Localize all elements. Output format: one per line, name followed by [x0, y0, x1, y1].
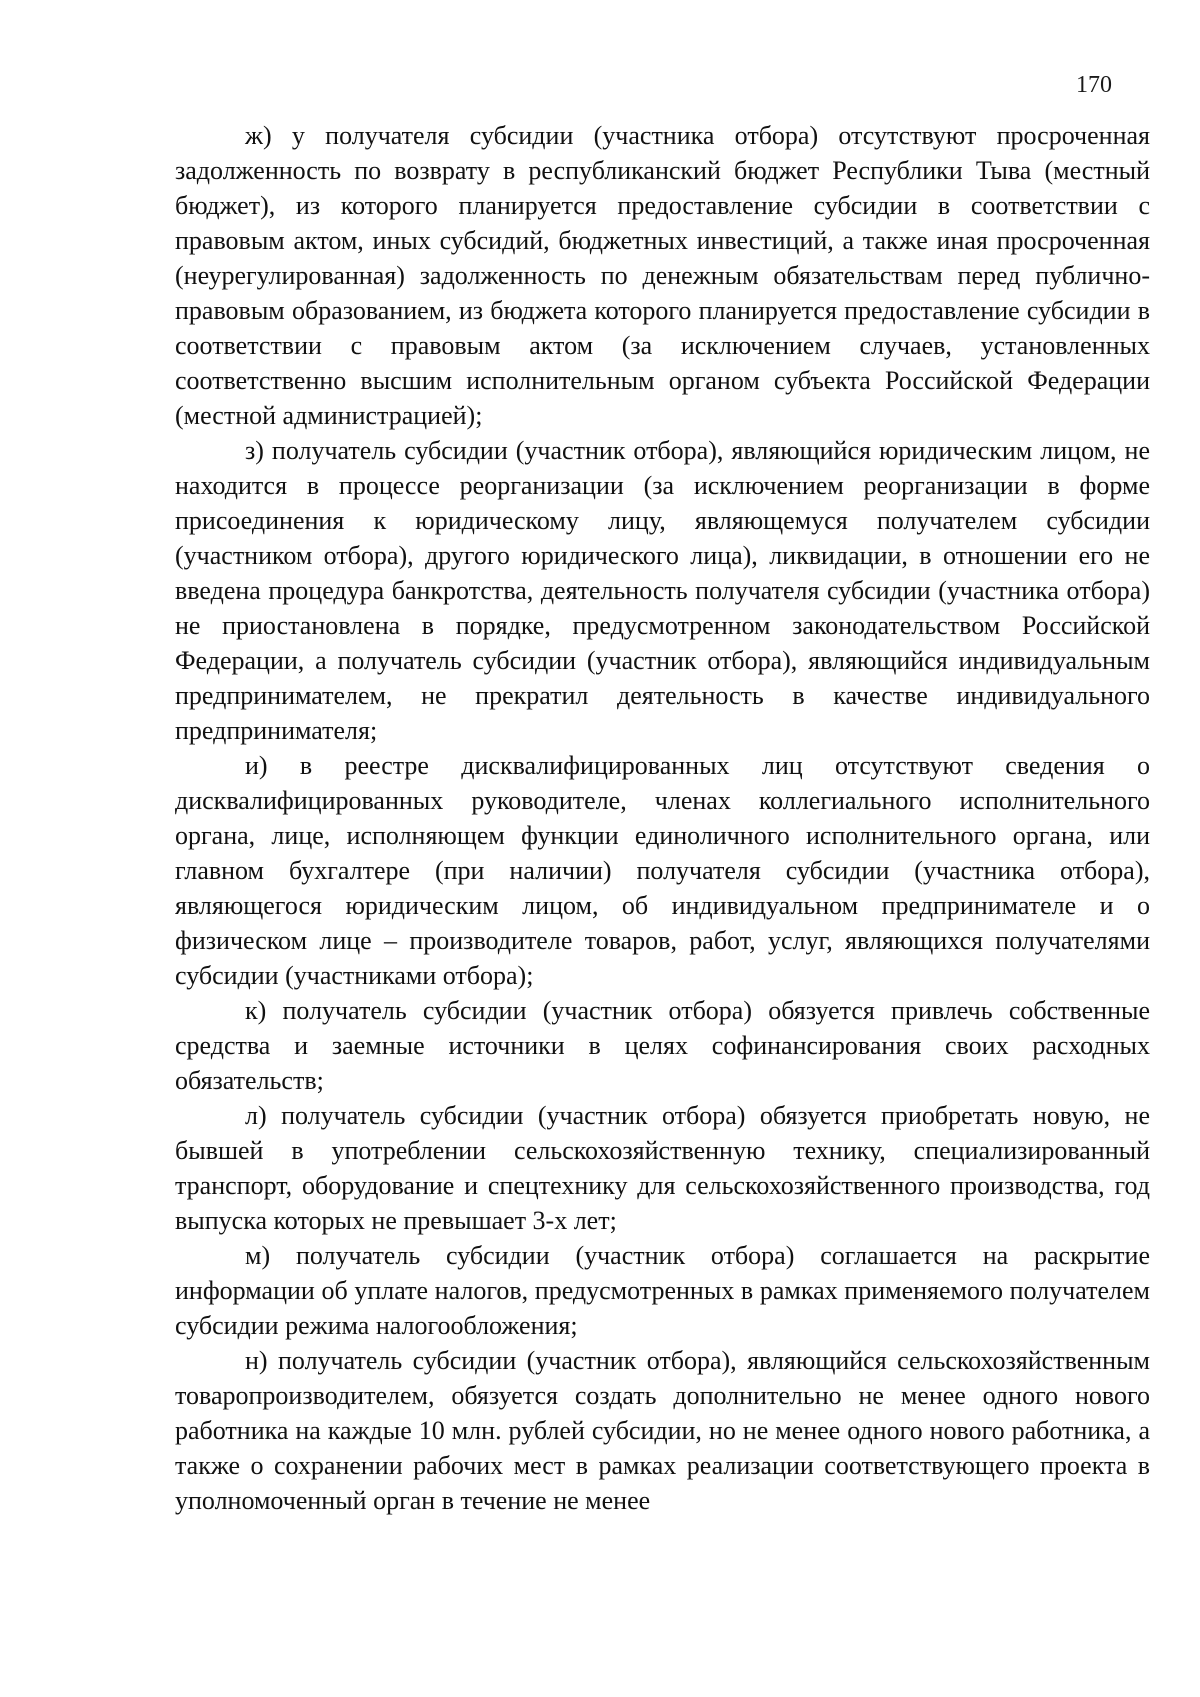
page-number: 170 [1076, 72, 1112, 98]
paragraph-z: з) получатель субсидии (участник отбора), являющийся юридическим лицом, не находится в процессе реорганизации (за исключением реорганизации в форме присоединения к юридическому лицу, являющемуся получателем субсидии (участником отбора), другого юридического лица), ликвидации, в отношении его не введена процедура банкротства, деятельность получателя субсидии (участника отбора) не приостановлена в порядке, предусмотренном законодательством Российской Федерации, а получатель субсидии (участник отбора), являющийся индивидуальным предпринимателем, не прекратил деятельность в качестве индивидуального предпринимателя; [175, 436, 1150, 745]
paragraph-m: м) получатель субсидии (участник отбора) соглашается на раскрытие информации об уплате налогов, предусмотренных в рамках применяемого получателем субсидии режима налогообложения; [175, 1241, 1150, 1340]
paragraph-n: н) получатель субсидии (участник отбора), являющийся сельскохозяйственным товаропроизводителем, обязуется создать дополнительно не менее одного нового работника на каждые 10 млн. рублей субсидии, но не менее одного нового работника, а также о сохранении рабочих мест в рамках реализации соответствующего проекта в уполномоченный орган в течение не менее [175, 1346, 1150, 1515]
document-body [175, 118, 1150, 1518]
paragraph-k: к) получатель субсидии (участник отбора) обязуется привлечь собственные средства и заемные источники в целях софинансирования своих расходных обязательств; [175, 996, 1150, 1095]
paragraph-l: л) получатель субсидии (участник отбора) обязуется приобретать новую, не бывшей в употреблении сельскохозяйственную технику, специализированный транспорт, оборудование и спецтехнику для сельскохозяйственного производства, год выпуска которых не превышает 3-х лет; [175, 1101, 1150, 1235]
paragraph-zh: ж) у получателя субсидии (участника отбора) отсутствуют просроченная задолженность по возврату в республиканский бюджет Республики Тыва (местный бюджет), из которого планируется предоставление субсидии в соответствии с правовым актом, иных субсидий, бюджетных инвестиций, а также иная просроченная (неурегулированная) задолженность по денежным обязательствам перед публично-правовым образованием, из бюджета которого планируется предоставление субсидии в соответствии с правовым актом (за исключением случаев, установленных соответственно высшим исполнительным органом субъекта Российской Федерации (местной администрацией); [175, 121, 1150, 430]
paragraph-i: и) в реестре дисквалифицированных лиц отсутствуют сведения о дисквалифицированных руководителе, членах коллегиального исполнительного органа, лице, исполняющем функции единоличного исполнительного органа, или главном бухгалтере (при наличии) получателя субсидии (участника отбора), являющегося юридическим лицом, об индивидуальном предпринимателе и о физическом лице – производителе товаров, работ, услуг, являющихся получателями субсидии (участниками отбора); [175, 751, 1150, 990]
